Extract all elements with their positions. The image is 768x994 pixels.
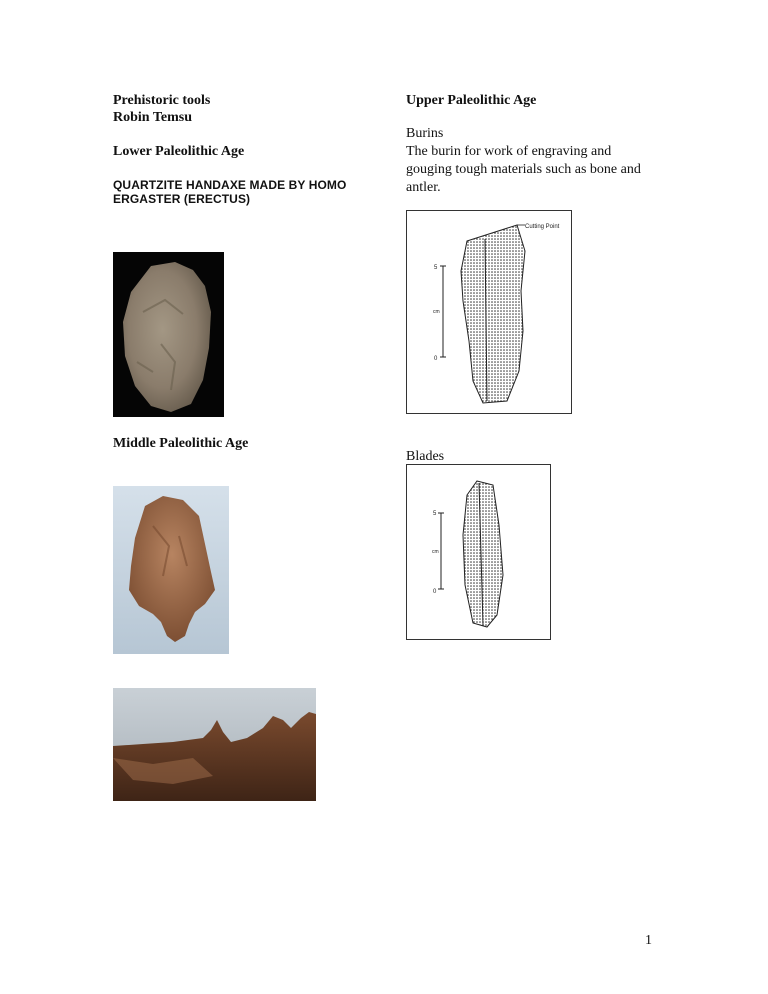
blade-scale-top: 5: [433, 511, 437, 517]
author-name: Robin Temsu: [113, 110, 192, 125]
burins-heading: Burins: [406, 126, 444, 141]
page-number: 1: [645, 933, 652, 948]
burin-drawing: [406, 210, 572, 414]
handaxe-caption: QUARTZITE HANDAXE MADE BY HOMO ERGASTER (ERECTUS): [113, 178, 347, 206]
lower-paleolithic-heading: Lower Paleolithic Age: [113, 144, 245, 159]
upper-paleolithic-heading: Upper Paleolithic Age: [406, 93, 537, 108]
middle-paleolithic-heading: Middle Paleolithic Age: [113, 436, 249, 451]
blade-scale-unit: cm: [432, 549, 439, 555]
blades-heading: Blades: [406, 449, 445, 464]
burin-scale-unit: cm: [433, 309, 440, 315]
handaxe-photo: [113, 252, 224, 417]
document-title: Prehistoric tools: [113, 93, 211, 108]
cutting-point-label: Cutting Point: [525, 224, 560, 230]
denticulate-tool-photo: [113, 688, 316, 801]
blade-scale-bottom: 0: [433, 589, 437, 595]
burin-scale-top: 5: [434, 265, 438, 271]
burins-description: The burin for work of engraving and gouging tough materials such as bone and antler.: [406, 144, 641, 195]
blade-drawing: [406, 464, 551, 640]
burin-scale-bottom: 0: [434, 356, 438, 362]
stone-point-photo: [113, 486, 229, 654]
